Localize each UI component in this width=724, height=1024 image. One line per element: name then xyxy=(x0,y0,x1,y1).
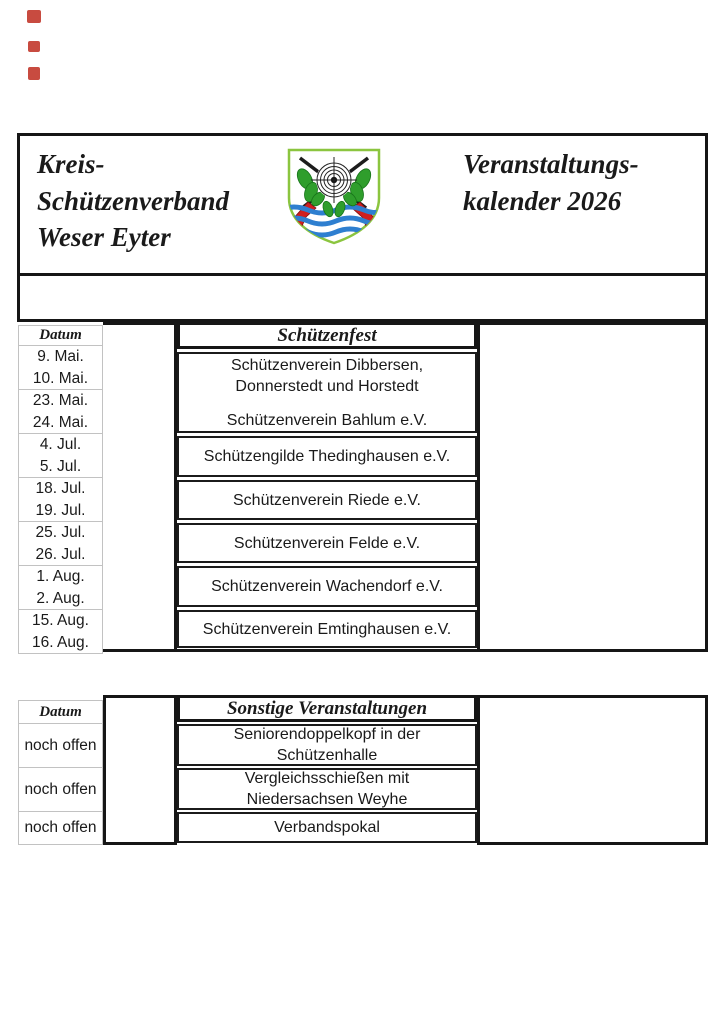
event-line: Schützenhalle xyxy=(276,747,378,764)
title-line: Veranstaltungs- xyxy=(463,149,639,179)
event-line: Vergleichsschießen mit xyxy=(244,770,410,787)
org-line: Schützenverband xyxy=(37,185,230,216)
sonstige-datum-column xyxy=(18,700,103,845)
date-cell xyxy=(19,390,102,434)
date-line: 26. Jul. xyxy=(35,545,86,563)
schuetzenfest-header: Schützenfest xyxy=(177,322,477,349)
date-cell xyxy=(19,566,102,610)
schuetzenfest-datum-column xyxy=(18,325,103,654)
date-line: 15. Aug. xyxy=(32,612,89,629)
event-line: Schützenverein Emtinghausen e.V. xyxy=(202,620,452,638)
date-cell xyxy=(19,434,102,478)
datum-header: Datum xyxy=(19,326,102,346)
event-cell xyxy=(177,352,477,433)
event-line: Schützenverein Riede e.V. xyxy=(233,491,421,509)
date-line: 25. Jul. xyxy=(35,524,86,541)
organization-name xyxy=(37,146,229,256)
date-line: 1. Aug. xyxy=(36,568,85,585)
event-line: Verbandspokal xyxy=(274,819,380,836)
empty-notes-box xyxy=(477,695,708,845)
red-scan-mark-icon xyxy=(28,41,40,52)
empty-middle-column xyxy=(103,322,177,652)
date-cell xyxy=(19,724,102,768)
document-header xyxy=(17,133,708,276)
date-line: 4. Jul. xyxy=(39,436,82,453)
org-line: Weser Eyter xyxy=(37,222,171,252)
event-cell xyxy=(177,724,477,766)
date-line: 16. Aug. xyxy=(32,633,89,651)
event-line: Schützenverein Bahlum e.V. xyxy=(226,411,428,429)
date-cell xyxy=(19,610,102,653)
event-cell xyxy=(177,768,477,810)
event-line: Schützenverein Felde e.V. xyxy=(233,534,421,552)
date-line: 23. Mai. xyxy=(32,392,89,409)
event-line: Schützengilde Thedinghausen e.V. xyxy=(203,448,451,465)
date-line: noch offen xyxy=(24,736,97,754)
club-crest-icon xyxy=(278,146,390,248)
date-line: 18. Jul. xyxy=(35,480,86,497)
event-cell xyxy=(177,523,477,563)
event-line: Seniorendoppelkopf in der xyxy=(233,726,421,743)
date-line: 5. Jul. xyxy=(39,457,82,475)
empty-middle-column xyxy=(103,695,177,845)
date-cell xyxy=(19,522,102,566)
date-line: 19. Jul. xyxy=(35,501,86,519)
event-line: Schützenverein Dibbersen, xyxy=(230,356,424,374)
event-line: Niedersachsen Weyhe xyxy=(246,791,408,808)
table-bottom-rule xyxy=(177,649,477,652)
date-line: noch offen xyxy=(24,819,97,837)
date-cell xyxy=(19,812,102,844)
datum-header: Datum xyxy=(19,701,102,724)
red-scan-mark-icon xyxy=(27,10,41,23)
document-title xyxy=(463,146,639,219)
title-line: kalender 2026 xyxy=(463,185,622,216)
date-line: noch offen xyxy=(24,780,97,798)
date-line: 2. Aug. xyxy=(36,589,85,607)
event-line: Schützenverein Wachendorf e.V. xyxy=(211,578,443,595)
date-line: 9. Mai. xyxy=(37,348,84,365)
blank-band xyxy=(17,276,708,322)
date-cell xyxy=(19,346,102,390)
date-line: 24. Mai. xyxy=(32,413,89,431)
empty-notes-box xyxy=(477,322,708,652)
date-line: 10. Mai. xyxy=(32,369,89,387)
date-cell xyxy=(19,478,102,522)
event-line: Donnerstedt und Horstedt xyxy=(235,377,419,395)
event-cell xyxy=(177,480,477,520)
red-scan-mark-icon xyxy=(28,67,40,80)
event-cell xyxy=(177,436,477,477)
sonstige-header: Sonstige Veranstaltungen xyxy=(177,695,477,722)
event-cell xyxy=(177,812,477,843)
event-cell xyxy=(177,610,477,648)
org-line: Kreis- xyxy=(37,149,105,179)
date-cell xyxy=(19,768,102,812)
event-cell xyxy=(177,566,477,607)
